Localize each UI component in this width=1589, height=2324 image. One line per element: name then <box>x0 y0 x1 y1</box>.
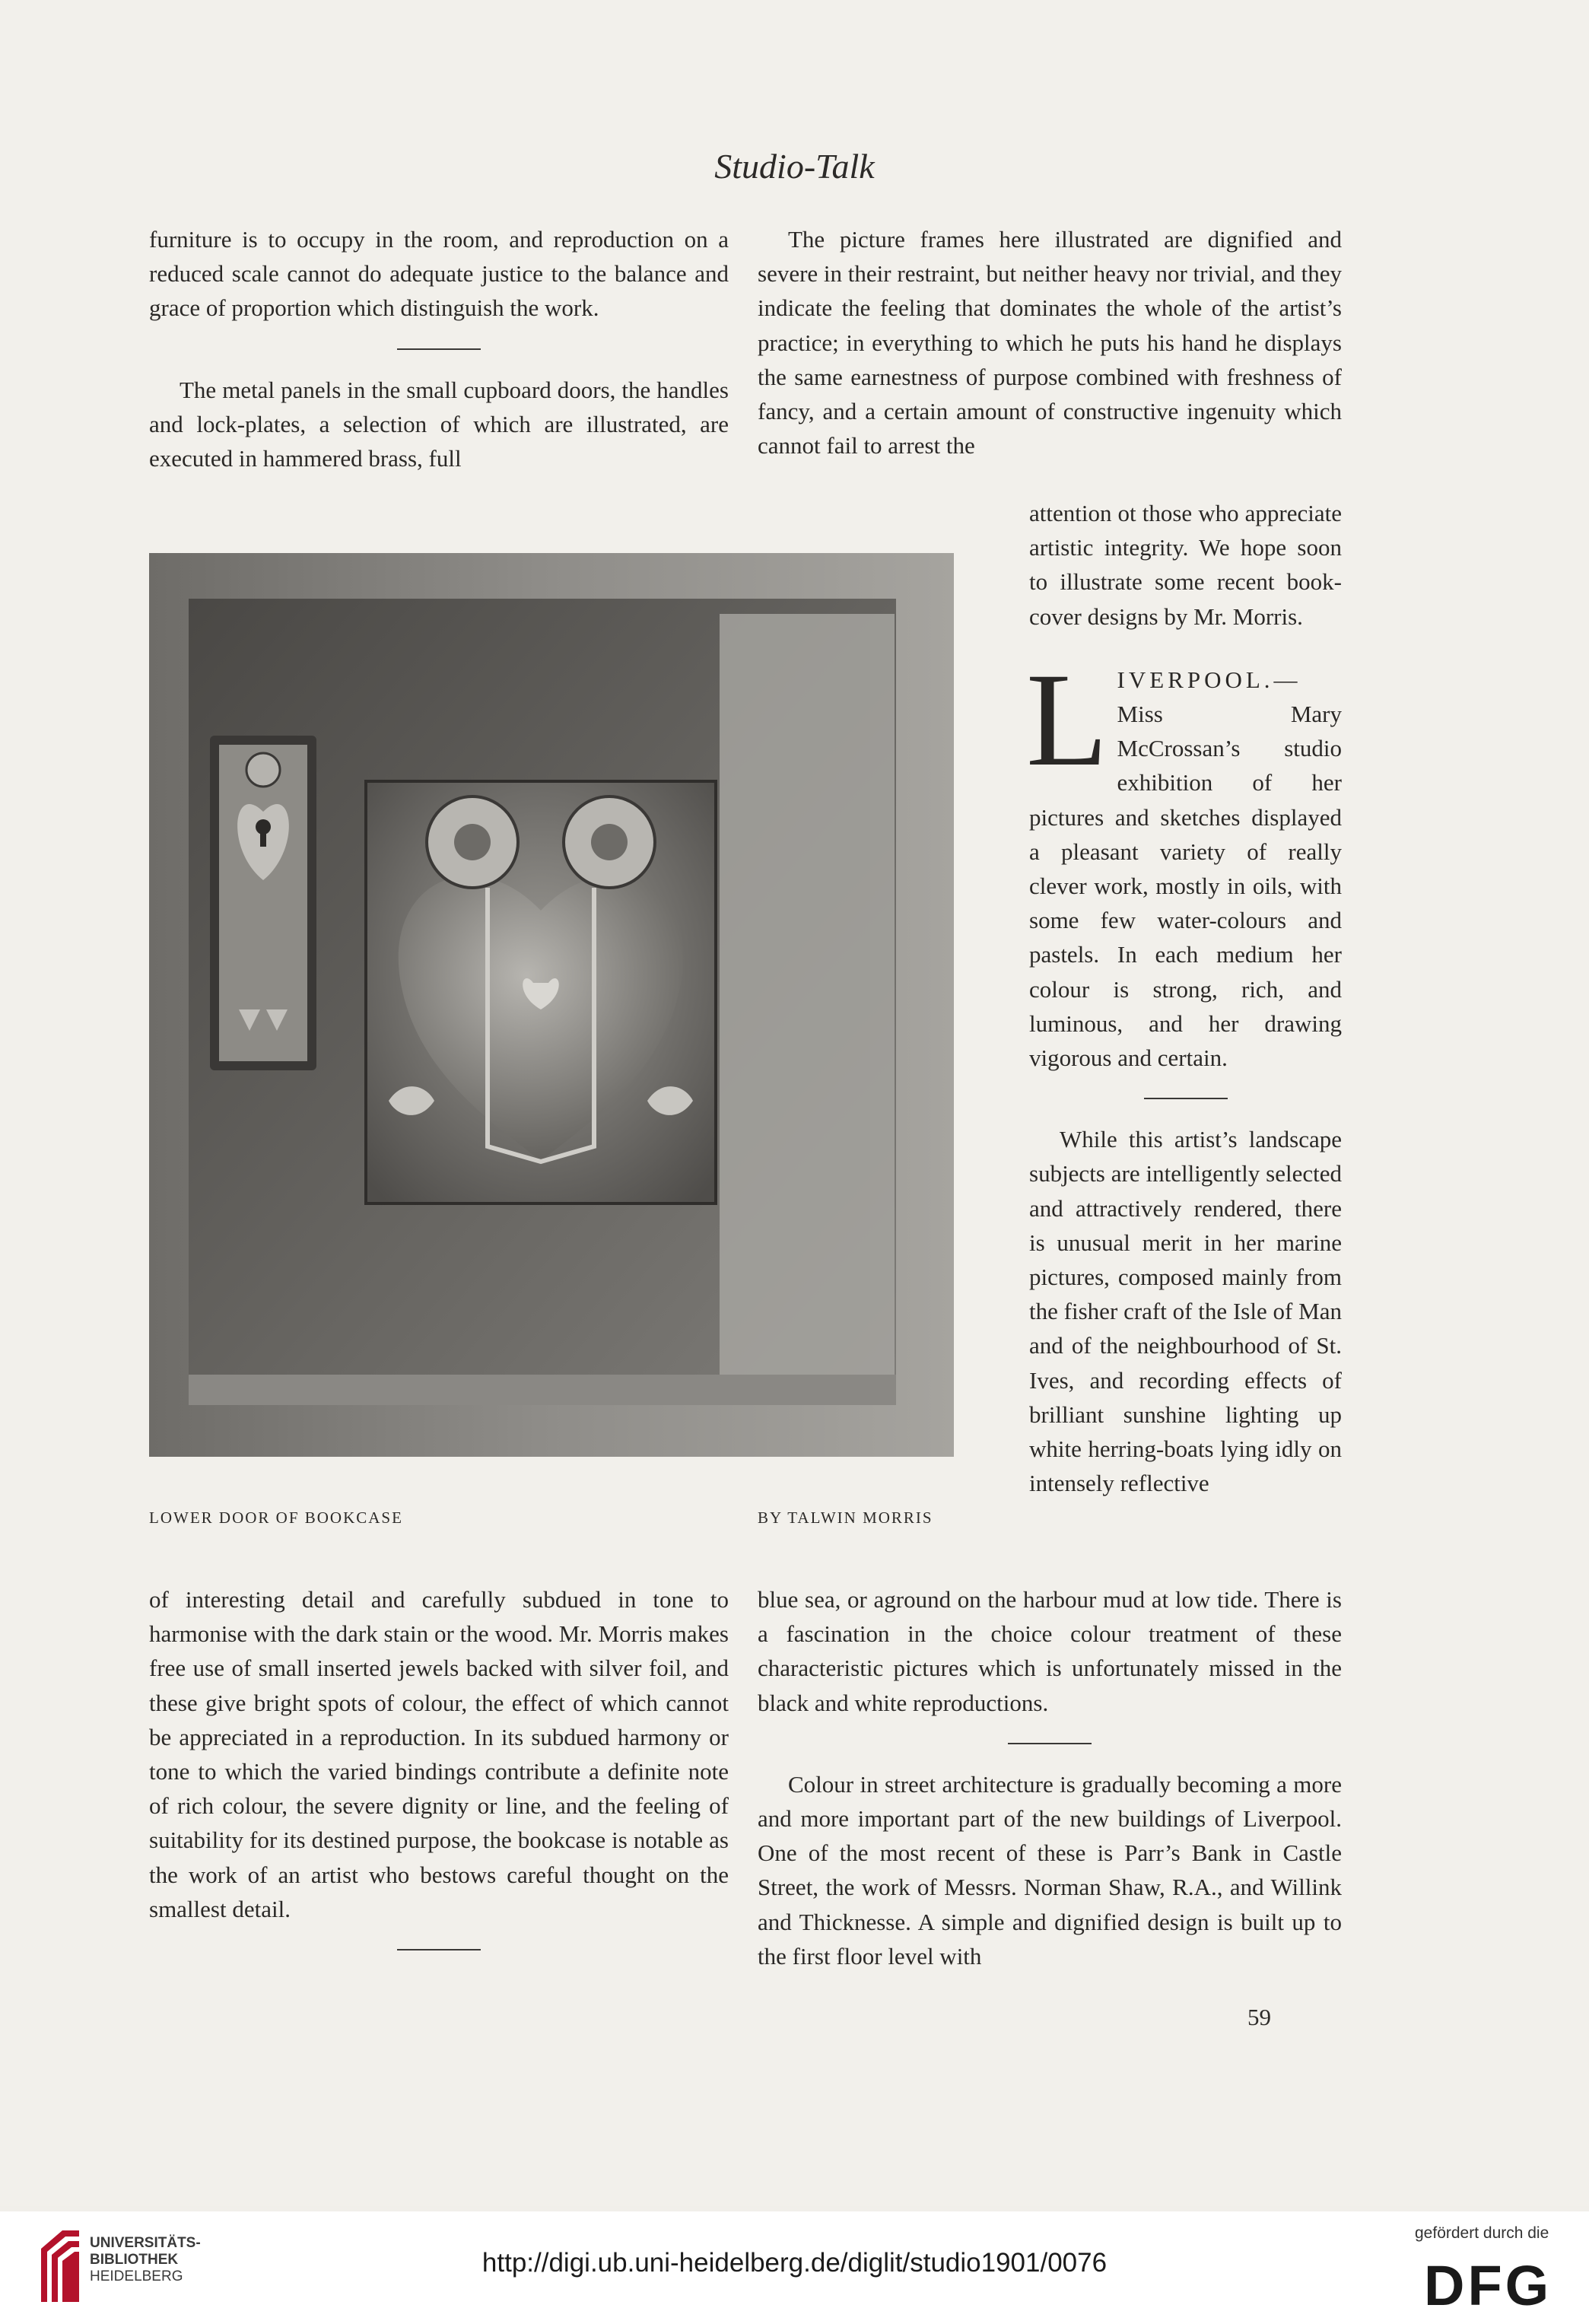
section-divider <box>1008 1743 1092 1744</box>
paragraph: The metal panels in the small cupboard doors, the handles and lock-plates, a selection of which are illustrated, are executed in hammered brass, full <box>149 376 729 472</box>
paragraph: Colour in street architecture is gradually becoming a more and more important part of the new buildings of Liverpool. One of the most recent of these is Parr’s Bank in Castle Street, the work of Messrs. Norman Shaw, R.A., and Willink and Thicknesse. A simple and dignified design is built up to the first floor level with <box>758 1770 1342 1970</box>
figure-caption: LOWER DOOR OF BOOKCASE <box>149 1509 403 1527</box>
paragraph: The picture frames here illustrated are dignified and severe in their restraint, but neither heavy nor trivial, and they indicate the feeling that dominates the whole of the artist’s practice; in everything to which he puts his hand he displays the same earnestness of purpose combined with freshness of fancy, and a certain amount of constructive ingenuity which cannot fail to arrest the <box>758 226 1342 459</box>
figure-credit: BY TALWIN MORRIS <box>758 1509 933 1527</box>
permalink[interactable]: http://digi.ub.uni-heidelberg.de/diglit/studio1901/0076 <box>481 2248 1108 2278</box>
left-column-top <box>149 222 729 475</box>
section-heading: IVERPOOL.— <box>1117 666 1301 693</box>
paragraph: While this artist’s landscape subjects are intelligently selected and attractively rendered, there is unusual merit in her marine pictures, composed mainly from the fisher craft of the Isle of Man and of the neighbourhood of St. Ives, and recording effects of brilliant sunshine lighting up white herring-boats lying idly on intensely reflective <box>1029 1126 1342 1497</box>
bookcase-door-illustration <box>149 553 954 1457</box>
handle-lock-plate <box>210 736 316 1070</box>
library-name-line: BIBLIOTHEK <box>90 2252 179 2268</box>
hammered-brass-panel <box>366 781 716 1203</box>
right-column-bottom <box>758 1582 1342 1973</box>
paragraph: Miss Mary McCrossan’s studio exhibition of her pictures and sketches displayed a pleasant variety of really clever work, mostly in oils, with some few water-colours and pastels. In each medium her colour is strong, rich, and luminous, and her drawing vigorous and certain. <box>1029 701 1342 1072</box>
paragraph: of interesting detail and carefully subdued in tone to harmonise with the dark stain or the wood. Mr. Morris makes free use of small inserted jewels backed with silver foil, and these give bright spots of colour, the effect of which cannot be appreciated in a reproduction. In its subdued harmony or tone to which the varied bindings contribute a definite note of rich colour, the severe dignity or line, and the feeling of suitability for its destined purpose, the bookcase is notable as the work of an artist who bestows careful thought on the smallest detail. <box>149 1586 729 1922</box>
section-divider <box>397 348 481 350</box>
door-stile <box>720 614 895 1405</box>
running-header: Studio-Talk <box>714 147 875 186</box>
paragraph: furniture is to occupy in the room, and reproduction on a reduced scale cannot do adequate justice to the balance and grace of proportion which distinguish the work. <box>149 226 729 322</box>
right-column-top <box>758 222 1342 463</box>
library-name-line: HEIDELBERG <box>90 2268 183 2284</box>
paragraph: attention ot those who appreciate artistic integrity. We hope soon to illustrate some recent book-cover designs by Mr. Morris. <box>1029 500 1342 630</box>
section-divider <box>397 1949 481 1950</box>
drop-cap: L <box>1026 645 1108 794</box>
right-column-narrow <box>1026 496 1342 1500</box>
left-column-bottom <box>149 1582 729 1973</box>
paragraph: blue sea, or aground on the harbour mud at low tide. There is a fascination in the choice colour treatment of these characteristic pictures which is unfortunately missed in the black and white reproductions. <box>758 1586 1342 1716</box>
liverpool-section <box>1026 645 1342 1075</box>
page-number: 59 <box>1247 2004 1271 2030</box>
door-rail <box>189 1375 896 1405</box>
library-name-line: UNIVERSITÄTS- <box>90 2235 201 2251</box>
dfg-logo: DFG <box>1424 2254 1552 2317</box>
sponsor-label: gefördert durch die <box>1415 2224 1549 2242</box>
section-divider <box>1144 1098 1228 1099</box>
